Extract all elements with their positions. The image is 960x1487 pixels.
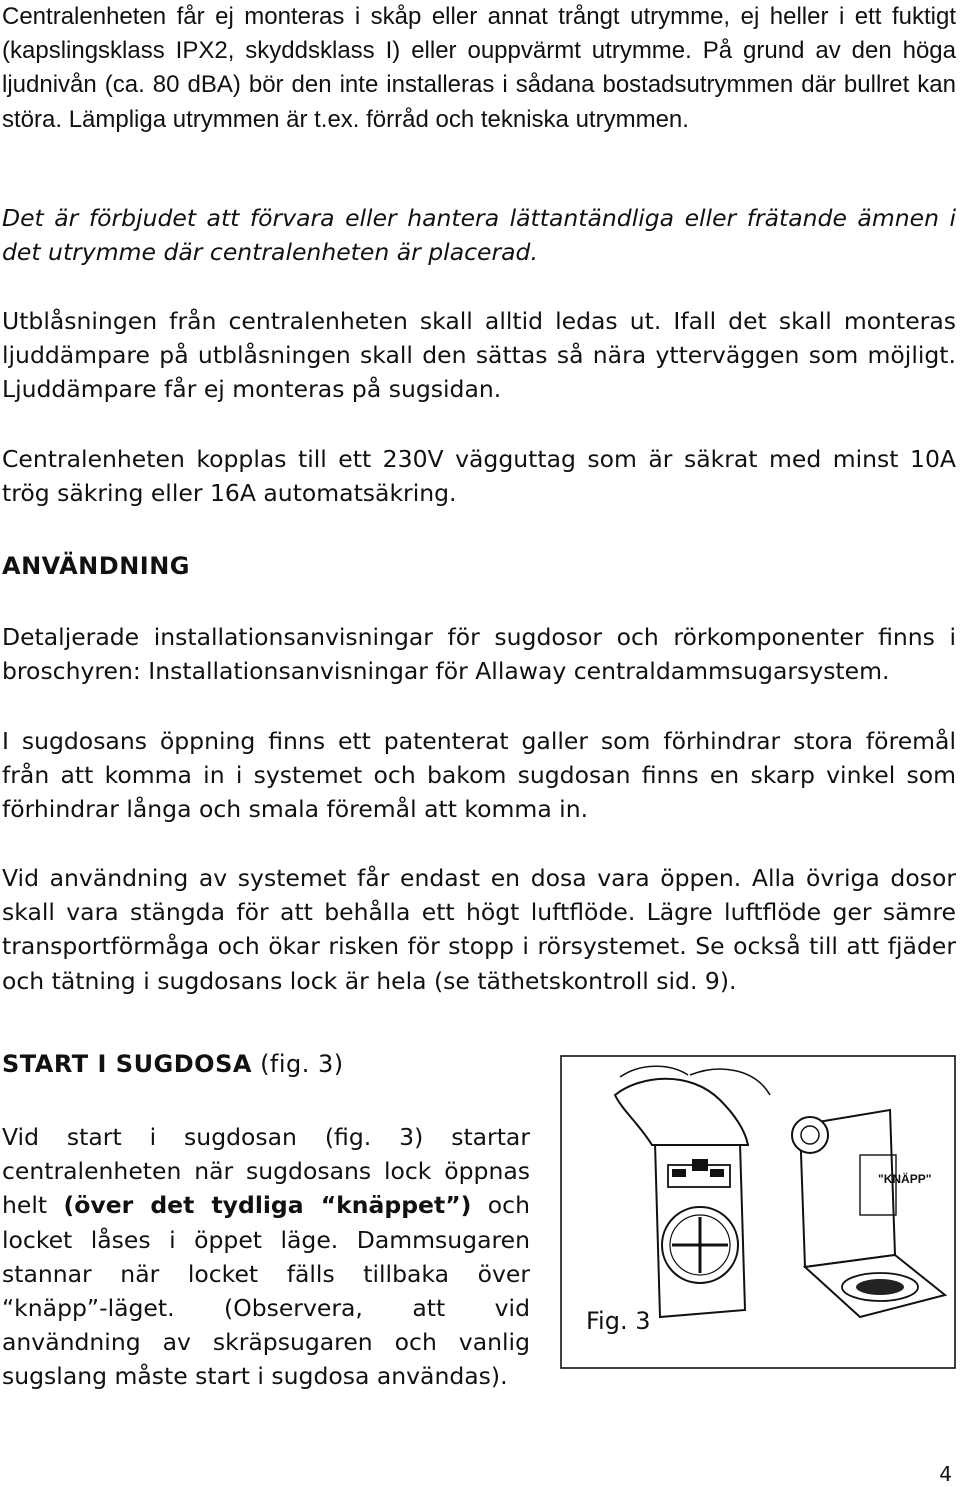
pipe-connector-inner [801,1126,819,1144]
paragraph-power: Centralenheten kopplas till ett 230V vägguttag som är säkrat med minst 10A trög säkring eller 16A automatsäkring. [2,445,956,508]
paragraph-grid: I sugdosans öppning finns ett patenterat galler som förhindrar stora föremål från att komma in i systemet och bakom sugdosan finns en skarp vinkel som förhindrar långa och smala föremål att komma in. [2,727,956,824]
latch-detail-left [672,1169,686,1177]
latch-tab [692,1159,708,1171]
paragraph-usage: Vid användning av systemet får endast en dosa vara öppen. Alla övriga dosor skall vara stängda för att behålla ett högt luftflöde. Lägre luftflöde ger sämre transportförmåga och ökar risken för stopp i rörsystemet. Se också till att fjäder och tätning i sugdosans lock är hela (se täthetskontroll sid. 9). [2,864,956,995]
latch-detail-right [710,1169,724,1177]
paragraph-installation-location: Centralenheten får ej monteras i skåp eller annat trångt utrymme, ej heller i ett fuktigt (kapslingsklass IPX2, skyddsklass I) eller ouppvärmt utrymme. På grund av den höga ljudnivån (ca. 80 dBA) bör den inte installeras i sådana bostadsutrymmen där bullret kan störa. Lämpliga utrymmen är t.ex. förråd och tekniska utrymmen. [2,3,956,133]
paragraph-installation-instructions: Detaljerade installationsanvisningar för sugdosor och rörkomponenter finns i broschyren: Installationsanvisningar för Allaway centraldammsugarsystem. [2,623,956,686]
paragraph-exhaust: Utblåsningen från centralenheten skall alltid ledas ut. Ifall det skall monteras ljuddämpare på utblåsningen skall den sättas så nära ytterväggen som möjligt. Ljuddämpare får ej monteras på sugsidan. [2,307,956,404]
start-text-before: Vid start i sugdosan (fig. 3) startar centralenheten när sugdosans lock öppnas helt [2,1123,530,1220]
paragraph-flammable-warning: Det är förbjudet att förvara eller hantera lättantändliga eller frätande ämnen i det utrymme där centralenheten är placerad. [2,204,956,267]
heading-start-figref: (fig. 3) [251,1050,344,1078]
start-text-bold: (över det tydliga “knäppet”) [63,1191,472,1220]
figure-label-knapp: "KNÄPP" [878,1172,932,1186]
heading-start-bold: START I SUGDOSA [2,1050,252,1078]
paragraph-start-instructions [2,1120,530,1394]
switch-ring-inner [856,1279,904,1295]
figure-caption: Fig. 3 [586,1307,651,1335]
heading-start-sugdosa [2,1050,344,1078]
heading-anvandning: ANVÄNDNING [2,552,190,580]
start-text-after: och locket låses i öppet läge. Dammsugaren stannar när locket fälls tillbaka över “knäpp”-läget. (Observera, att vid användning av skräpsugaren och vanlig sugslang måste start i sugdosa användas). [2,1191,530,1391]
page-number: 4 [939,1462,952,1486]
